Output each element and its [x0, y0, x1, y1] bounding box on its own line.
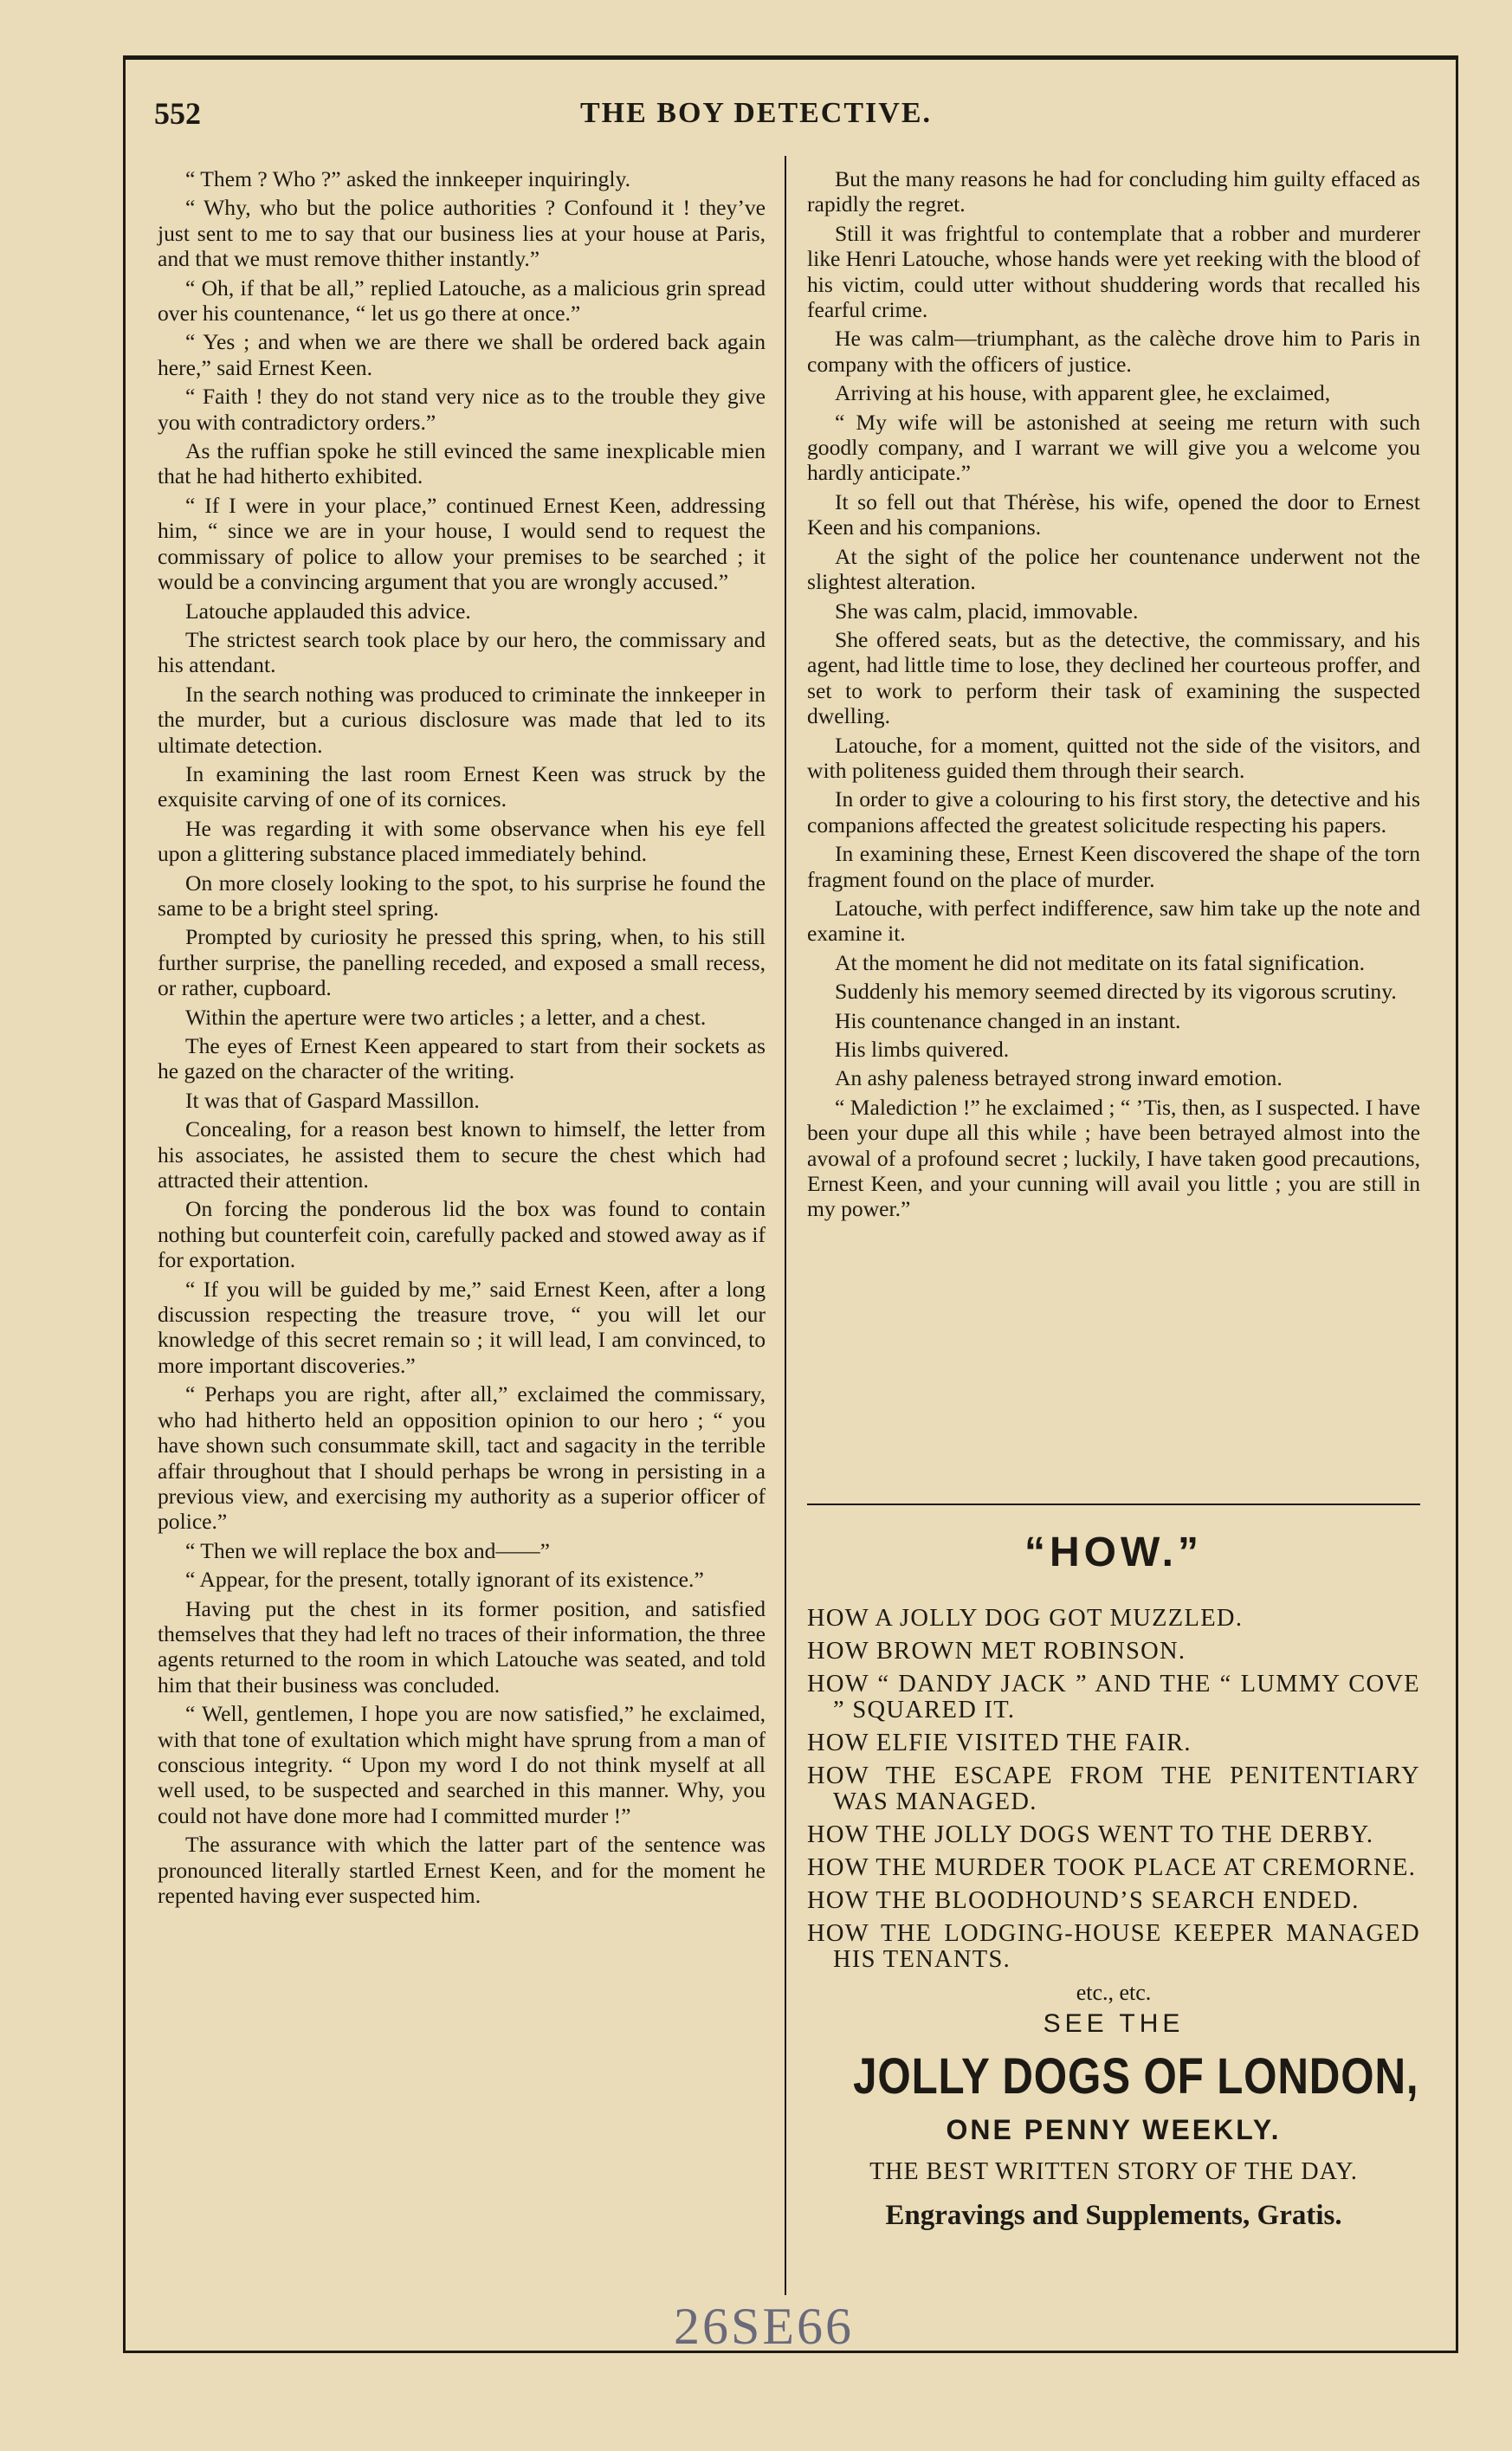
paragraph: In examining the last room Ernest Keen was struck by the exquisite carving of one of its cornices.	[158, 760, 766, 812]
paragraph: “ Why, who but the police authorities ? Confound it ! they’ve just sent to me to say that our business lies at your house at Paris, and that we must remove thither instantly.”	[158, 195, 766, 272]
paragraph: “ Malediction !” he exclaimed ; “ ’Tis, then, as I suspected. I have been your dupe all this while ; have been betrayed almost into the avowal of a profound secret ; luckily, I have taken good precautions, Ernest Keen, and your cunning will avail you little ; you are still in my power.”	[807, 1094, 1420, 1222]
ad-publication-title: JOLLY DOGS OF LONDON,	[853, 2048, 1419, 2105]
paragraph: The strictest search took place by our hero, the commissary and his attendant.	[158, 626, 766, 678]
paragraph: In examining these, Ernest Keen discovered the shape of the torn fragment found on the place of murder.	[807, 841, 1420, 892]
ad-item-list	[807, 1606, 1420, 1973]
paragraph: The assurance with which the latter part of the sentence was pronounced literally startled Ernest Keen, and for the moment he repented having ever suspected him.	[158, 1832, 766, 1908]
paragraph: At the sight of the police her countenance underwent not the slightest alteration.	[807, 543, 1420, 595]
paragraph: Latouche, with perfect indifference, saw him take up the note and examine it.	[807, 895, 1420, 947]
paragraph: It so fell out that Thérèse, his wife, opened the door to Ernest Keen and his companions.	[807, 488, 1420, 540]
top-rule	[123, 55, 1458, 60]
paragraph: Within the aperture were two articles ; a letter, and a chest.	[185, 1004, 707, 1030]
ad-item: HOW “ DANDY JACK ” AND THE “ LUMMY COVE ” SQUARED IT.	[807, 1671, 1420, 1723]
paragraph: He was regarding it with some observance when his eye fell upon a glittering substance placed immediately behind.	[158, 815, 766, 867]
paragraph: It was that of Gaspard Massillon.	[185, 1087, 480, 1113]
paragraph: In the search nothing was produced to criminate the innkeeper in the murder, but a curious disclosure was made that led to its ultimate detection.	[158, 681, 766, 758]
ad-title: “HOW.”	[1024, 1529, 1203, 1575]
paragraph: In order to give a colouring to his first story, the detective and his companions affected the greatest solicitude respecting his papers.	[807, 786, 1420, 837]
right-column	[807, 166, 1420, 1226]
ad-item: HOW THE BLOODHOUND’S SEARCH ENDED.	[807, 1887, 1360, 1914]
paragraph: “ Yes ; and when we are there we shall be ordered back again here,” said Ernest Keen.	[158, 329, 766, 380]
ad-separator	[807, 1504, 1420, 1505]
paragraph: “ Well, gentlemen, I hope you are now satisfied,” he exclaimed, with that tone of exultation which might have sprung from a man of conscious integrity. “ Upon my word I do not think myself at all well used, to be suspected and searched in this manner. Why, you could not have done more had I committed murder !”	[158, 1701, 766, 1828]
paragraph: Arriving at his house, with apparent glee, he exclaimed,	[835, 380, 1331, 406]
paragraph: Suddenly his memory seemed directed by its vigorous scrutiny.	[835, 979, 1397, 1005]
column-divider	[785, 156, 786, 2295]
left-border	[123, 55, 126, 2352]
ad-item: HOW A JOLLY DOG GOT MUZZLED.	[807, 1605, 1244, 1632]
paragraph: “ Appear, for the present, totally ignorant of its existence.”	[185, 1567, 704, 1593]
ad-item: HOW THE MURDER TOOK PLACE AT CREMORNE.	[807, 1854, 1417, 1881]
paragraph: “ Oh, if that be all,” replied Latouche, as a malicious grin spread over his countenance, “ let us go there at once.”	[158, 275, 766, 327]
paragraph: Latouche applauded this advice.	[185, 598, 471, 624]
ad-item: HOW BROWN MET ROBINSON.	[807, 1638, 1186, 1665]
right-border	[1456, 55, 1458, 2352]
paragraph: “ Then we will replace the box and——”	[185, 1537, 550, 1563]
paragraph: She offered seats, but as the detective, the commissary, and his agent, had little time to lose, they declined her courteous proffer, and set to work to perform their task of examining the suspected dwelling.	[807, 626, 1420, 729]
paragraph: Prompted by curiosity he pressed this spring, when, to his still further surprise, the panelling receded, and exposed a small recess, or rather, cupboard.	[158, 924, 766, 1001]
paragraph: But the many reasons he had for concluding him guilty effaced as rapidly the regret.	[807, 166, 1420, 217]
paragraph: His limbs quivered.	[835, 1037, 1010, 1062]
paragraph: On forcing the ponderous lid the box was found to contain nothing but counterfeit coin, carefully packed and stowed away as if for exportation.	[158, 1196, 766, 1273]
ad-price: ONE PENNY WEEKLY.	[946, 2114, 1282, 2145]
ad-item: HOW THE ESCAPE FROM THE PENITENTIARY WAS MANAGED.	[807, 1762, 1420, 1815]
paragraph: “ Faith ! they do not stand very nice as to the trouble they give you with contradictory orders.”	[158, 384, 766, 435]
paragraph: “ If I were in your place,” continued Ernest Keen, addressing him, “ since we are in your house, I would send to request the commissary of police to allow your premises to be searched ; it would be a convincing argument that you are wrongly accused.”	[158, 492, 766, 595]
paragraph: The eyes of Ernest Keen appeared to start from their sockets as he gazed on the character of the writing.	[158, 1033, 766, 1084]
running-title: THE BOY DETECTIVE.	[580, 97, 932, 129]
ad-item: HOW ELFIE VISITED THE FAIR.	[807, 1730, 1192, 1756]
left-column	[158, 166, 766, 1911]
page-number: 552	[154, 96, 201, 131]
date-stamp: 26SE66	[674, 2298, 855, 2355]
paragraph: “ Perhaps you are right, after all,” exclaimed the commissary, who had hitherto held an opposition opinion to our hero ; “ you have shown such consummate skill, tact and sagacity in the terrible affair throughout that I should perhaps be wrong in persisting in a previous view, and exercising my authority as a superior officer of police.”	[158, 1381, 766, 1535]
paragraph: He was calm—triumphant, as the calèche drove him to Paris in company with the officers of justice.	[807, 326, 1420, 377]
paragraph: Still it was frightful to contemplate that a robber and murderer like Henri Latouche, whose hands were yet reeking with the blood of his victim, could utter without shuddering words that recalled his fearful crime.	[807, 220, 1420, 323]
ad-see-the: SEE THE	[1043, 2009, 1185, 2038]
paragraph: An ashy paleness betrayed strong inward emotion.	[835, 1065, 1283, 1091]
paragraph: She was calm, placid, immovable.	[835, 598, 1139, 624]
paragraph: At the moment he did not meditate on its fatal signification.	[835, 949, 1365, 975]
ad-etc: etc., etc.	[1076, 1980, 1152, 2005]
paragraph: As the ruffian spoke he still evinced the same inexplicable mien that he had hitherto exhibited.	[158, 438, 766, 489]
paragraph: “ My wife will be astonished at seeing me return with such goodly company, and I warrant we will give you a welcome you hardly anticipate.”	[807, 409, 1420, 486]
paragraph: His countenance changed in an instant.	[835, 1007, 1181, 1033]
how-advertisement	[807, 1529, 1420, 2232]
paragraph: Having put the chest in its former position, and satisfied themselves that they had left no traces of their information, the three agents returned to the room in which Latouche was seated, and told him that their business was concluded.	[158, 1595, 766, 1698]
paragraph: “ Them ? Who ?” asked the innkeeper inquiringly.	[185, 166, 631, 191]
paragraph: Concealing, for a reason best known to himself, the letter from his associates, he assisted them to secure the chest which had attracted their attention.	[158, 1116, 766, 1193]
paragraph: On more closely looking to the spot, to his surprise he found the same to be a bright steel spring.	[158, 870, 766, 921]
paragraph: Latouche, for a moment, quitted not the side of the visitors, and with politeness guided them through their search.	[807, 732, 1420, 783]
ad-tagline: THE BEST WRITTEN STORY OF THE DAY.	[869, 2158, 1358, 2185]
ad-item: HOW THE LODGING-HOUSE KEEPER MANAGED HIS TENANTS.	[807, 1920, 1420, 1973]
ad-item: HOW THE JOLLY DOGS WENT TO THE DERBY.	[807, 1821, 1374, 1848]
ad-extras: Engravings and Supplements, Gratis.	[885, 2200, 1342, 2231]
paragraph: “ If you will be guided by me,” said Ernest Keen, after a long discussion respecting the treasure trove, “ you will let our knowledge of this secret remain so ; it will lead, I am convinced, to more important discoveries.”	[158, 1276, 766, 1378]
